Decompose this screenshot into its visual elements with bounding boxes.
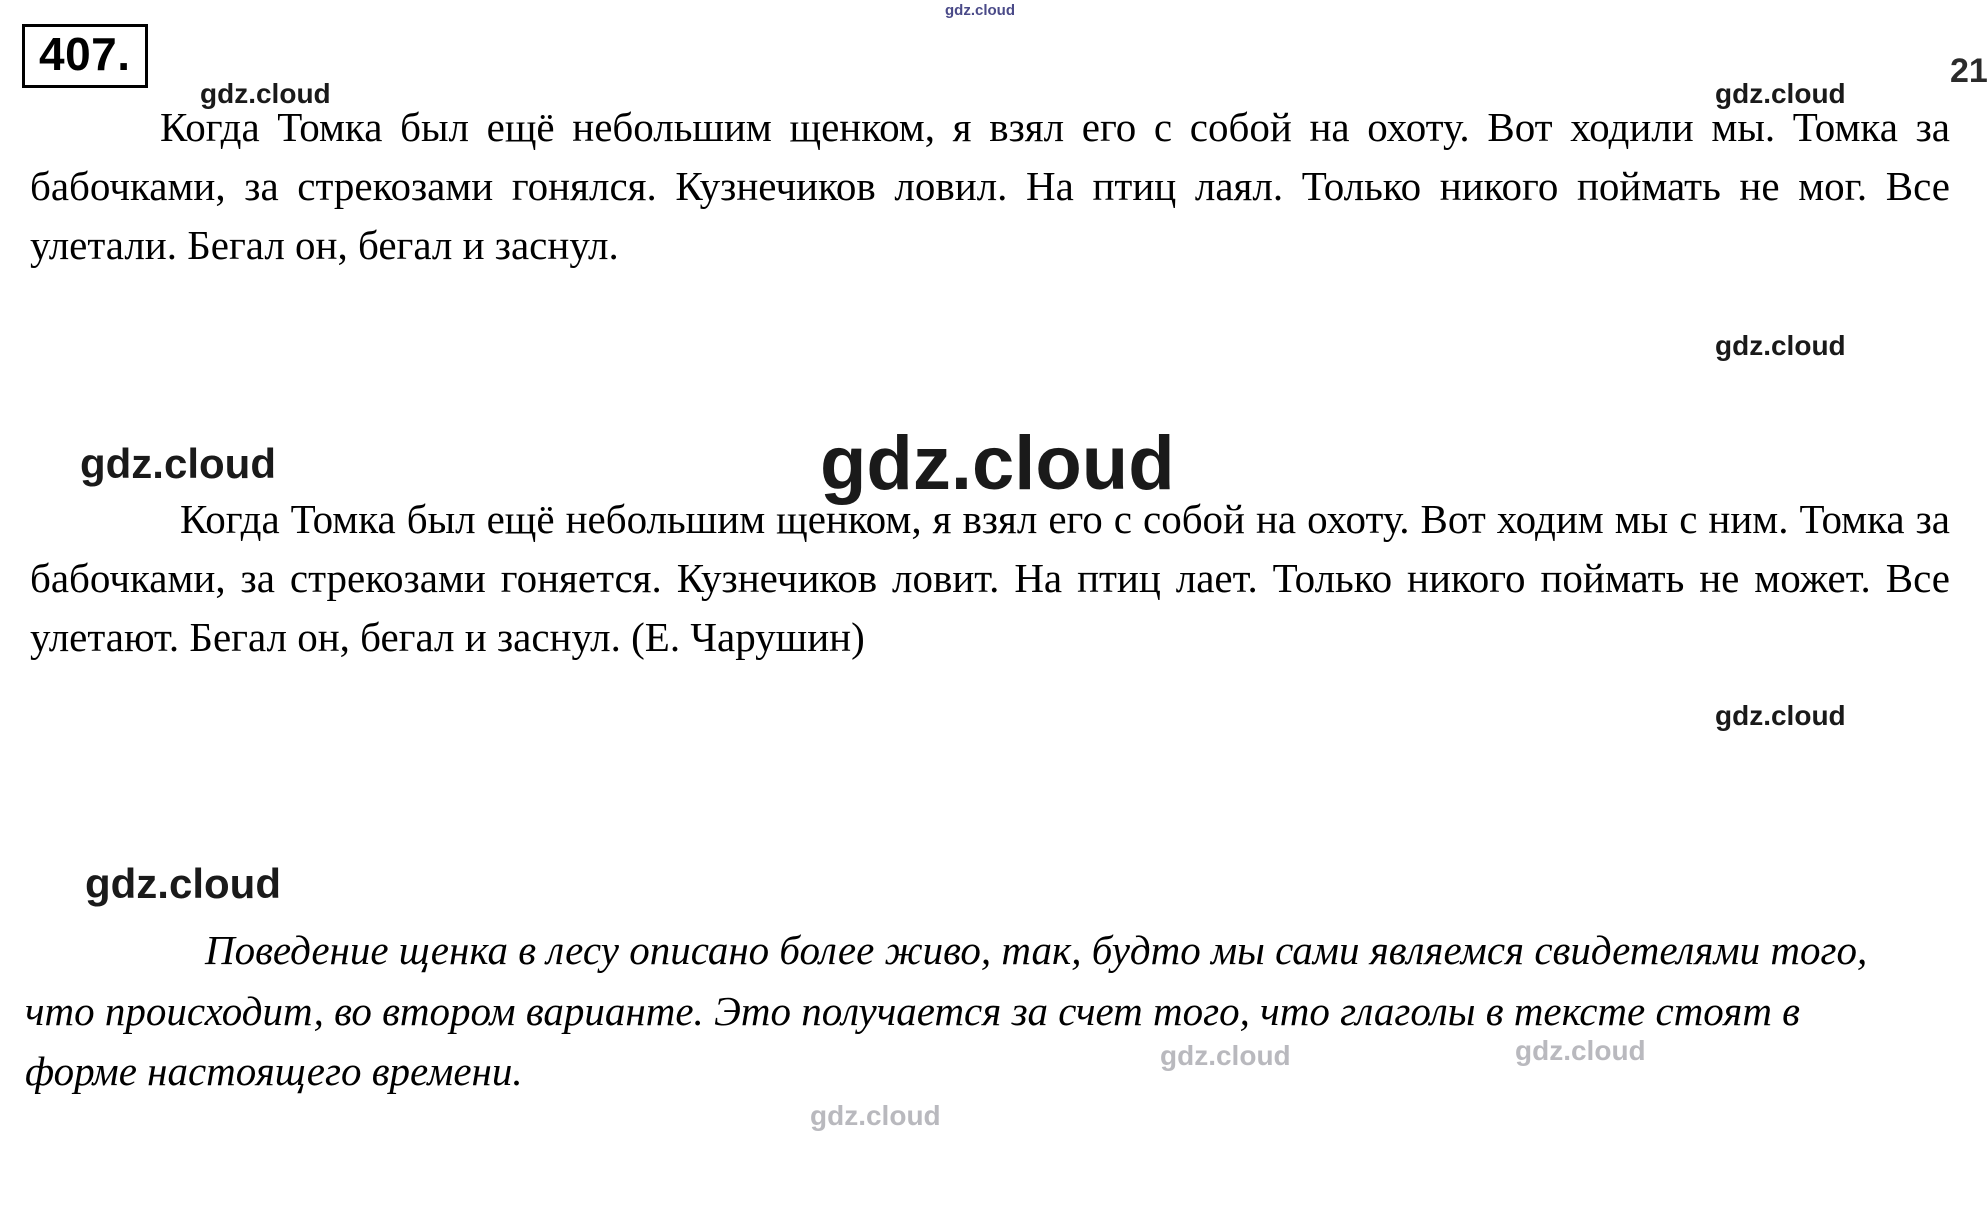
- watermark-bottom-center-right: gdz.cloud: [1515, 1035, 1646, 1066]
- paragraph-rewritten-text: Когда Томка был ещё небольшим щенком, я взял его с собой на охоту. Вот ходим мы с ним. Томка за бабочками, за стрекозами гоняется. Кузнечиков ловит. На птиц лает. Только никого поймать не может. Все улетают. Бегал он, бегал и заснул. (Е. Чарушин): [30, 496, 1950, 661]
- watermark-bottom-center-left: gdz.cloud: [1160, 1040, 1291, 1071]
- watermark-upper-left: gdz.cloud: [200, 78, 331, 109]
- paragraph-answer-explanation: Поведение щенка в лесу описано более живо, так, будто мы сами являемся свидетелями того, что происходит, во втором варианте. Это получается за счет того, что глаголы в тексте стоят в форме настоящего времени.: [25, 927, 1868, 1095]
- watermark-mid-right-lower: gdz.cloud: [1715, 700, 1846, 731]
- watermark-mid-right-upper: gdz.cloud: [1715, 330, 1846, 361]
- page-number: 21: [1950, 52, 1988, 90]
- paragraph-original-text: Когда Томка был ещё небольшим щенком, я взял его с собой на охоту. Вот ходили мы. Томка за бабочками, за стрекозами гонялся. Кузнечиков ловил. На птиц лаял. Только никого поймать не мог. Все улетали. Бегал он, бегал и заснул.: [30, 104, 1950, 269]
- watermark-mid-left: gdz.cloud: [80, 440, 276, 487]
- watermark-bottom-lower-center: gdz.cloud: [810, 1100, 941, 1131]
- watermark-top-center: gdz.cloud: [945, 2, 1015, 19]
- watermark-upper-right: gdz.cloud: [1715, 78, 1846, 109]
- watermark-lower-left: gdz.cloud: [85, 860, 281, 907]
- watermark-center-large: gdz.cloud: [820, 421, 1175, 506]
- exercise-number: 407.: [22, 24, 148, 88]
